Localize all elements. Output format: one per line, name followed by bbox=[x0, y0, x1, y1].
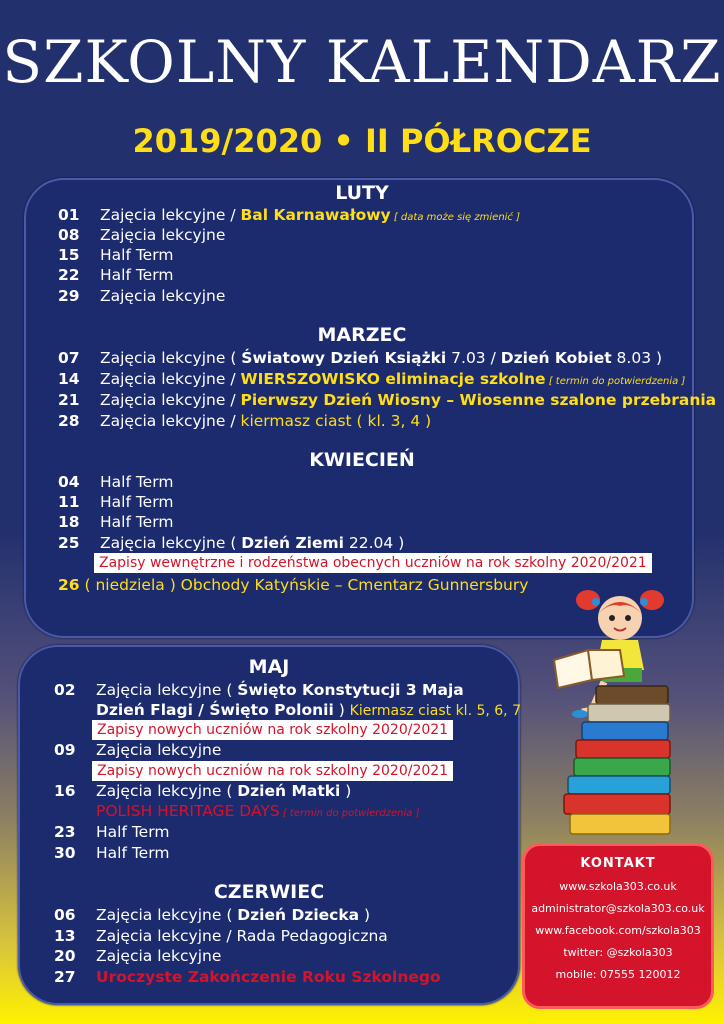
event-highlight: Dzień Flagi / Święto Polonii bbox=[96, 701, 334, 719]
event-highlight: Bal Karnawałowy bbox=[240, 206, 391, 224]
contact-website-link[interactable]: www.szkola303.co.uk bbox=[559, 880, 677, 893]
event-highlight: Dzień Ziemi bbox=[241, 534, 344, 552]
event-text: Zajęcia lekcyjne / bbox=[100, 391, 241, 409]
event-note: [ data może się zmienić ] bbox=[390, 212, 521, 223]
event-highlight: Pierwszy Dzień Wiosny – Wiosenne szalone przebrania bbox=[240, 391, 717, 409]
girl-reading-books-illustration bbox=[540, 580, 724, 840]
event-text: Zajęcia lekcyjne ( bbox=[96, 681, 238, 699]
event-text: Zajęcia lekcyjne bbox=[100, 287, 226, 305]
event-highlight: WIERSZOWISKO eliminacje szkolne bbox=[240, 370, 546, 388]
day-number: 07 bbox=[58, 349, 80, 367]
event-highlight: Światowy Dzień Książki bbox=[241, 349, 447, 367]
day-number: 20 bbox=[54, 947, 76, 965]
event-text: ) bbox=[333, 701, 350, 719]
day-number: 16 bbox=[54, 782, 76, 800]
event-highlight: Dzień Matki bbox=[237, 782, 341, 800]
contact-twitter[interactable]: twitter: @szkola303 bbox=[563, 946, 673, 959]
event-text: ) bbox=[340, 782, 352, 800]
event-highlight: POLISH HERITAGE DAYS bbox=[96, 802, 280, 820]
day-number: 23 bbox=[54, 823, 76, 841]
event-text: 7.03 / bbox=[446, 349, 501, 367]
event-text: Zajęcia lekcyjne / bbox=[100, 412, 241, 430]
day-number: 09 bbox=[54, 741, 76, 759]
event-text: Zajęcia lekcyjne ( bbox=[100, 534, 242, 552]
contact-heading: KONTAKT bbox=[580, 856, 656, 871]
day-number: 22 bbox=[58, 266, 80, 284]
day-number: 08 bbox=[58, 226, 80, 244]
day-number: 29 bbox=[58, 287, 80, 305]
contact-email-link[interactable]: administrator@szkola303.co.uk bbox=[531, 902, 705, 915]
day-number: 11 bbox=[58, 493, 80, 511]
month-heading-maj: MAJ bbox=[248, 656, 290, 678]
enrolment-banner: Zapisy nowych uczniów na rok szkolny 2020/2021 bbox=[92, 761, 453, 781]
event-text: Half Term bbox=[100, 473, 174, 491]
month-heading-marzec: MARZEC bbox=[317, 324, 407, 346]
contact-facebook-link[interactable]: www.facebook.com/szkola303 bbox=[535, 924, 701, 937]
event-note: [ termin do potwierdzenia ] bbox=[279, 808, 420, 819]
event-note: Kiermasz ciast kl. 5, 6, 7 bbox=[349, 703, 521, 719]
event-highlight: Dzień Kobiet bbox=[500, 349, 612, 367]
event-text: Zajęcia lekcyjne ( bbox=[96, 906, 238, 924]
event-highlight: Święto Konstytucji 3 Maja bbox=[237, 681, 464, 699]
event-text: Zajęcia lekcyjne / bbox=[100, 206, 241, 224]
day-number: 26 bbox=[58, 576, 80, 594]
enrolment-banner: Zapisy nowych uczniów na rok szkolny 2020/2021 bbox=[92, 720, 453, 740]
day-number: 28 bbox=[58, 412, 80, 430]
event-text: Zajęcia lekcyjne ( bbox=[96, 782, 238, 800]
event-text: 22.04 ) bbox=[343, 534, 405, 552]
month-heading-kwiecien: KWIECIEŃ bbox=[309, 449, 415, 471]
day-number: 04 bbox=[58, 473, 80, 491]
event-text: Half Term bbox=[100, 513, 174, 531]
enrolment-banner: Zapisy wewnętrzne i rodzeństwa obecnych uczniów na rok szkolny 2020/2021 bbox=[94, 553, 652, 573]
day-number: 15 bbox=[58, 246, 80, 264]
event-text: ) bbox=[359, 906, 371, 924]
month-heading-luty: LUTY bbox=[335, 182, 389, 204]
event-text: Zajęcia lekcyjne bbox=[100, 226, 226, 244]
day-number: 14 bbox=[58, 370, 80, 388]
day-number: 21 bbox=[58, 391, 80, 409]
day-number: 13 bbox=[54, 927, 76, 945]
page-title: SZKOLNY KALENDARZ bbox=[2, 28, 722, 96]
event-text: Zajęcia lekcyjne / bbox=[100, 370, 241, 388]
event-text: Zajęcia lekcyjne ( bbox=[100, 349, 242, 367]
day-number: 27 bbox=[54, 968, 76, 986]
day-number: 01 bbox=[58, 206, 80, 224]
day-number: 06 bbox=[54, 906, 76, 924]
event-text: Half Term bbox=[96, 844, 170, 862]
event-text: 8.03 ) bbox=[611, 349, 663, 367]
event-note: [ termin do potwierdzenia ] bbox=[545, 376, 686, 387]
day-number: 18 bbox=[58, 513, 80, 531]
event-text: Half Term bbox=[100, 266, 174, 284]
day-number: 25 bbox=[58, 534, 80, 552]
event-text: ( niedziela ) Obchody Katyńskie – Cmentarz Gunnersbury bbox=[79, 576, 529, 594]
day-number: 02 bbox=[54, 681, 76, 699]
contact-mobile: mobile: 07555 120012 bbox=[555, 968, 681, 981]
event-text: Half Term bbox=[100, 246, 174, 264]
event-text: Zajęcia lekcyjne bbox=[96, 741, 222, 759]
page-subtitle: 2019/2020 • II PÓŁROCZE bbox=[132, 122, 592, 160]
event-text: Zajęcia lekcyjne bbox=[96, 947, 222, 965]
event-highlight: Dzień Dziecka bbox=[237, 906, 360, 924]
contact-box bbox=[522, 843, 714, 1009]
day-number: 30 bbox=[54, 844, 76, 862]
event-text: Half Term bbox=[100, 493, 174, 511]
event-highlight: Uroczyste Zakończenie Roku Szkolnego bbox=[96, 968, 441, 986]
month-heading-czerwiec: CZERWIEC bbox=[213, 881, 325, 903]
event-highlight: kiermasz ciast ( kl. 3, 4 ) bbox=[240, 412, 432, 430]
event-text: Zajęcia lekcyjne / Rada Pedagogiczna bbox=[96, 927, 388, 945]
event-text: Half Term bbox=[96, 823, 170, 841]
